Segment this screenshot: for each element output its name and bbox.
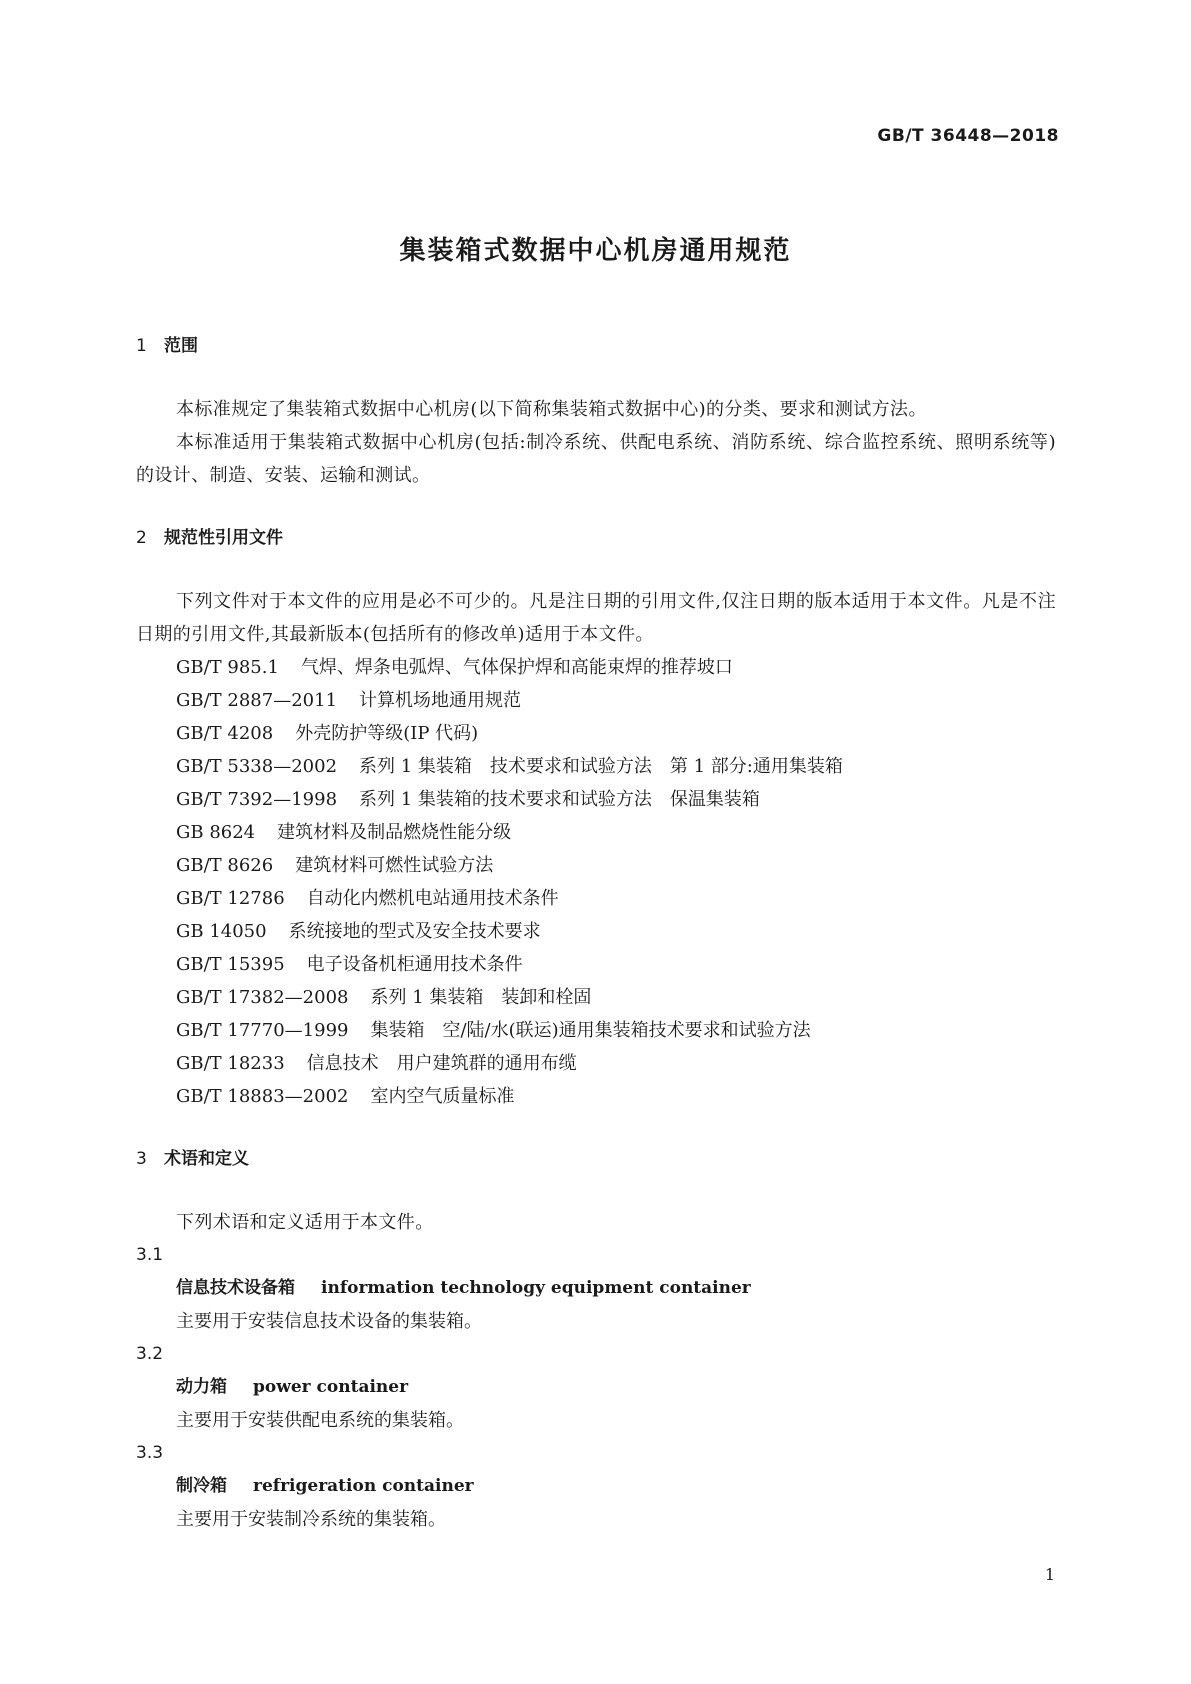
term-number: 3.1 (136, 1245, 164, 1265)
reference-item (136, 948, 1056, 981)
term-name-en: information technology equipment container (321, 1278, 751, 1298)
reference-list (136, 651, 1056, 1113)
reference-title: 气焊、焊条电弧焊、气体保护焊和高能束焊的推荐坡口 (300, 657, 733, 678)
document-title: 集装箱式数据中心机房通用规范 (399, 236, 792, 266)
term-name (136, 1371, 1056, 1404)
term-definition: 主要用于安装制冷系统的集装箱。 (176, 1509, 446, 1530)
section-number: 3 (136, 1149, 147, 1169)
document-body (136, 330, 1056, 1536)
section-heading-scope (136, 330, 1056, 363)
reference-item (136, 1080, 1056, 1113)
reference-code: GB/T 15395 (176, 954, 285, 975)
term-entry (136, 1239, 1056, 1338)
reference-code: GB/T 4208 (176, 723, 274, 744)
reference-title: 集装箱 空/陆/水(联运)通用集装箱技术要求和试验方法 (370, 1020, 811, 1041)
reference-code: GB/T 2887—2011 (176, 690, 338, 711)
standard-code: GB/T 36448—2018 (877, 126, 1059, 146)
reference-title: 自动化内燃机电站通用技术条件 (306, 888, 559, 909)
reference-title: 信息技术 用户建筑群的通用布缆 (306, 1053, 577, 1074)
section-title: 术语和定义 (164, 1149, 249, 1169)
term-entry (136, 1338, 1056, 1437)
reference-code: GB/T 18883—2002 (176, 1086, 349, 1107)
reference-code: GB/T 7392—1998 (176, 789, 338, 810)
term-name-en: refrigeration container (253, 1476, 474, 1496)
reference-code: GB/T 985.1 (176, 657, 279, 678)
section-heading-references (136, 522, 1056, 555)
reference-title: 室内空气质量标准 (370, 1086, 515, 1107)
reference-item (136, 915, 1056, 948)
scope-paragraph: 本标准适用于集装箱式数据中心机房(包括:制冷系统、供配电系统、消防系统、综合监控系统、照明系统等)的设计、制造、安装、运输和测试。 (136, 432, 1056, 486)
reference-code: GB/T 12786 (176, 888, 285, 909)
reference-code: GB/T 5338—2002 (176, 756, 338, 777)
references-intro: 下列文件对于本文件的应用是必不可少的。凡是注日期的引用文件,仅注日期的版本适用于本文件。凡是不注日期的引用文件,其最新版本(包括所有的修改单)适用于本文件。 (136, 591, 1056, 645)
term-number: 3.2 (136, 1344, 164, 1364)
reference-item (136, 1047, 1056, 1080)
reference-title: 外壳防护等级(IP 代码) (295, 723, 479, 744)
term-name (136, 1272, 1056, 1305)
section-title: 规范性引用文件 (164, 528, 283, 548)
section-title: 范围 (164, 336, 198, 356)
term-definition: 主要用于安装供配电系统的集装箱。 (176, 1410, 464, 1431)
term-name-en: power container (253, 1377, 409, 1397)
reference-item (136, 816, 1056, 849)
reference-item (136, 651, 1056, 684)
section-number: 1 (136, 336, 147, 356)
reference-code: GB 8624 (176, 822, 256, 843)
terms-intro: 下列术语和定义适用于本文件。 (176, 1212, 434, 1233)
term-entry (136, 1437, 1056, 1536)
reference-title: 系列 1 集装箱的技术要求和试验方法 保温集装箱 (359, 789, 760, 810)
section-number: 2 (136, 528, 147, 548)
term-name-zh: 制冷箱 (176, 1476, 227, 1496)
reference-item (136, 981, 1056, 1014)
reference-title: 系统接地的型式及安全技术要求 (288, 921, 541, 942)
reference-code: GB 14050 (176, 921, 267, 942)
reference-item (136, 717, 1056, 750)
page-number: 1 (1044, 1565, 1055, 1584)
reference-item (136, 849, 1056, 882)
reference-title: 系列 1 集装箱 技术要求和试验方法 第 1 部分:通用集装箱 (359, 756, 843, 777)
reference-item (136, 783, 1056, 816)
reference-code: GB/T 18233 (176, 1053, 285, 1074)
reference-item (136, 750, 1056, 783)
scope-paragraph: 本标准规定了集装箱式数据中心机房(以下简称集装箱式数据中心)的分类、要求和测试方法。 (176, 399, 927, 420)
reference-title: 计算机场地通用规范 (359, 690, 522, 711)
reference-code: GB/T 17382—2008 (176, 987, 349, 1008)
reference-item (136, 882, 1056, 915)
term-name-zh: 信息技术设备箱 (176, 1278, 295, 1298)
reference-item (136, 1014, 1056, 1047)
term-number: 3.3 (136, 1443, 164, 1463)
reference-title: 系列 1 集装箱 装卸和栓固 (370, 987, 592, 1008)
reference-title: 建筑材料可燃性试验方法 (295, 855, 494, 876)
reference-code: GB/T 17770—1999 (176, 1020, 349, 1041)
term-name (136, 1470, 1056, 1503)
reference-title: 电子设备机柜通用技术条件 (306, 954, 523, 975)
reference-code: GB/T 8626 (176, 855, 274, 876)
term-name-zh: 动力箱 (176, 1377, 227, 1397)
reference-item (136, 684, 1056, 717)
reference-title: 建筑材料及制品燃烧性能分级 (277, 822, 512, 843)
term-definition: 主要用于安装信息技术设备的集装箱。 (176, 1311, 482, 1332)
section-heading-terms (136, 1143, 1056, 1176)
